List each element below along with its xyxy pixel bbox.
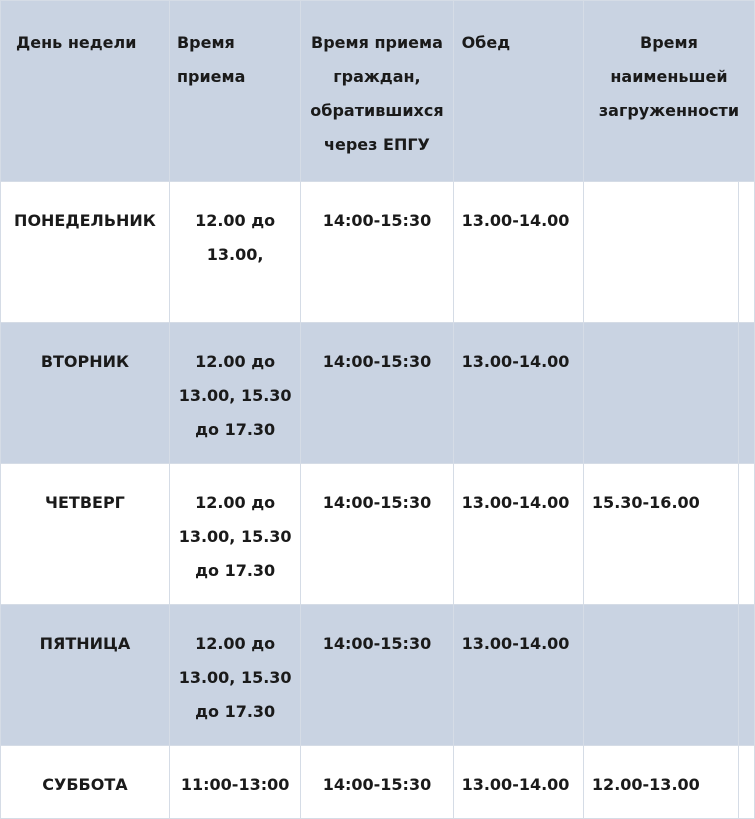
header-day	[1, 1, 170, 182]
day-label: ПЯТНИЦА	[39, 634, 131, 653]
epgu-time: 14:00-15:30	[322, 634, 432, 653]
header-epgu-text: Время приема граждан, обратившихся через ЕПГУ	[310, 33, 444, 154]
reception-line: 12.00 до	[195, 634, 276, 653]
cell-day	[1, 182, 170, 323]
least-load-time	[592, 323, 738, 345]
cell-lunch	[453, 605, 583, 746]
day-label: ЧЕТВЕРГ	[45, 493, 125, 512]
epgu-time: 14:00-15:30	[322, 775, 432, 794]
least-load-time	[592, 605, 738, 627]
cell-least-load	[583, 605, 738, 746]
lunch-time: 13.00-14.00	[461, 634, 570, 653]
reception-line: 12.00 до	[195, 493, 276, 512]
cell-lunch	[453, 746, 583, 819]
table-row	[1, 605, 755, 746]
day-label: СУББОТА	[42, 775, 128, 794]
header-reception	[169, 1, 300, 182]
table-row	[1, 746, 755, 819]
header-lunch	[453, 1, 583, 182]
reception-line: до 17.30	[195, 561, 276, 580]
table-row	[1, 323, 755, 464]
cell-spacer	[739, 182, 755, 323]
reception-line: 13.00, 15.30	[178, 386, 292, 405]
cell-spacer	[739, 323, 755, 464]
lunch-time: 13.00-14.00	[461, 775, 570, 794]
cell-epgu	[301, 746, 453, 819]
day-label: ВТОРНИК	[40, 352, 130, 371]
cell-epgu	[301, 605, 453, 746]
lunch-time: 13.00-14.00	[461, 493, 570, 512]
reception-line: 13.00, 15.30	[178, 527, 292, 546]
cell-day	[1, 323, 170, 464]
least-load-time	[592, 182, 738, 204]
least-load-time: 12.00-13.00	[591, 775, 700, 794]
cell-least-load	[583, 746, 738, 819]
header-epgu	[301, 1, 453, 182]
cell-reception	[169, 605, 300, 746]
header-least-load-text: Время наименьшей загруженности	[598, 33, 740, 120]
cell-reception	[169, 464, 300, 605]
least-load-time: 15.30-16.00	[591, 493, 700, 512]
cell-lunch	[453, 323, 583, 464]
epgu-time: 14:00-15:30	[322, 493, 432, 512]
lunch-time: 13.00-14.00	[461, 211, 570, 230]
epgu-time: 14:00-15:30	[322, 352, 432, 371]
cell-reception	[169, 323, 300, 464]
cell-least-load	[583, 464, 738, 605]
table-row	[1, 182, 755, 323]
cell-spacer	[739, 746, 755, 819]
reception-line: 13.00,	[206, 245, 264, 264]
header-day-text: День недели	[16, 33, 137, 52]
reception-line: 12.00 до	[195, 211, 276, 230]
epgu-time: 14:00-15:30	[322, 211, 432, 230]
cell-epgu	[301, 323, 453, 464]
table-row	[1, 464, 755, 605]
cell-epgu	[301, 464, 453, 605]
cell-lunch	[453, 464, 583, 605]
table-header-row	[1, 1, 755, 182]
cell-least-load	[583, 182, 738, 323]
lunch-time: 13.00-14.00	[461, 352, 570, 371]
day-label: ПОНЕДЕЛЬНИК	[14, 211, 156, 230]
cell-spacer	[739, 605, 755, 746]
cell-day	[1, 605, 170, 746]
reception-line: 12.00 до	[195, 352, 276, 371]
header-reception-text: Время приема	[176, 33, 246, 86]
reception-line: 13.00, 15.30	[178, 668, 292, 687]
reception-line: до 17.30	[195, 420, 276, 439]
cell-spacer	[739, 464, 755, 605]
cell-lunch	[453, 182, 583, 323]
header-least-load	[583, 1, 754, 182]
cell-least-load	[583, 323, 738, 464]
reception-line: 11:00-13:00	[180, 775, 290, 794]
cell-reception	[169, 746, 300, 819]
header-lunch-text: Обед	[461, 33, 511, 52]
reception-line: до 17.30	[195, 702, 276, 721]
cell-day	[1, 746, 170, 819]
cell-epgu	[301, 182, 453, 323]
cell-reception	[169, 182, 300, 323]
cell-day	[1, 464, 170, 605]
